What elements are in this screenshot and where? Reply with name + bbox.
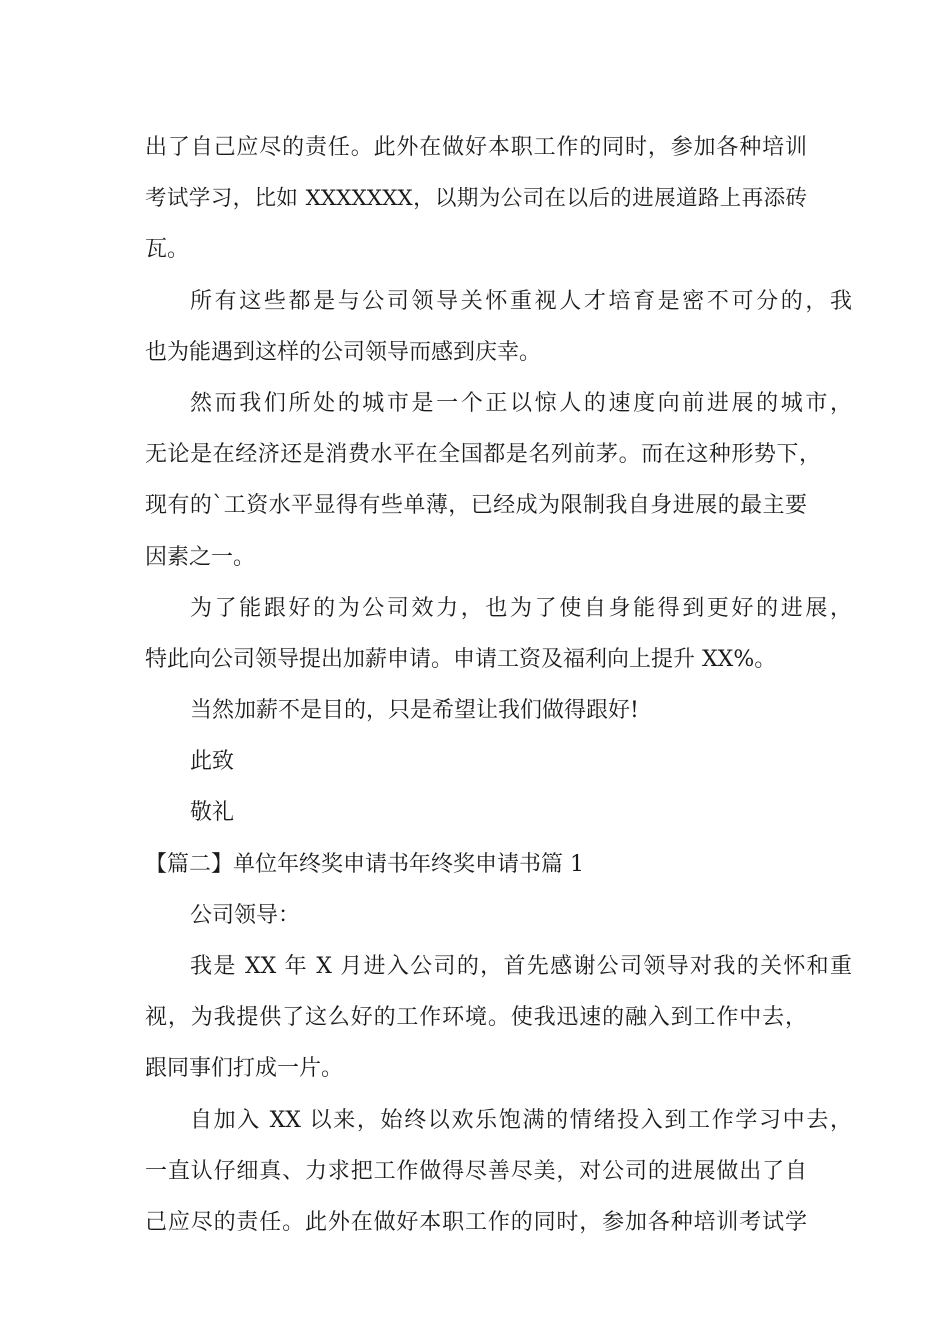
- text-line: 己应尽的责任。此外在做好本职工作的同时，参加各种培训考试学: [145, 1209, 807, 1235]
- closing-salutation: 此致: [190, 749, 235, 775]
- text-line: 当然加薪不是目的，只是希望让我们做得跟好!: [190, 698, 639, 724]
- text-line: 然而我们所处的城市是一个正以惊人的速度向前进展的城市，: [190, 390, 852, 416]
- text-line: 所有这些都是与公司领导关怀重视人才培育是密不可分的，我: [190, 288, 852, 314]
- text-line: 出了自己应尽的责任。此外在做好本职工作的同时，参加各种培训: [145, 135, 807, 160]
- document-body: [145, 122, 852, 1248]
- text-line: 特此向公司领导提出加薪申请。申请工资及福利向上提升 XX%。: [145, 646, 777, 672]
- text-line: 无论是在经济还是消费水平在全国都是名列前茅。而在这种形势下，: [145, 442, 821, 468]
- letter-greeting: 公司领导：: [190, 902, 301, 928]
- section-heading: 【篇二】单位年终奖申请书年终奖申请书篇 1: [145, 851, 584, 877]
- text-line: 我是 XX 年 X 月进入公司的，首先感谢公司领导对我的关怀和重: [190, 954, 852, 979]
- text-line: 瓦。: [145, 237, 190, 263]
- text-line: 一直认仔细真、力求把工作做得尽善尽美，对公司的进展做出了自: [145, 1158, 807, 1184]
- text-line: 为了能跟好的为公司效力，也为了使自身能得到更好的进展，: [190, 595, 852, 621]
- text-line: 视，为我提供了这么好的工作环境。使我迅速的融入到工作中去，: [145, 1005, 807, 1031]
- text-line: 自加入 XX 以来，始终以欢乐饱满的情绪投入到工作学习中去，: [190, 1107, 852, 1133]
- text-line: 因素之一。: [145, 544, 256, 570]
- text-line: 也为能遇到这样的公司领导而感到庆幸。: [145, 339, 542, 365]
- text-line: 考试学习，比如 XXXXXXX，以期为公司在以后的进展道路上再添砖: [145, 186, 807, 212]
- closing-regards: 敬礼: [190, 800, 235, 826]
- text-line: 跟同事们打成一片。: [145, 1056, 344, 1082]
- text-line: 现有的`工资水平显得有些单薄，已经成为限制我自身进展的最主要: [145, 493, 807, 519]
